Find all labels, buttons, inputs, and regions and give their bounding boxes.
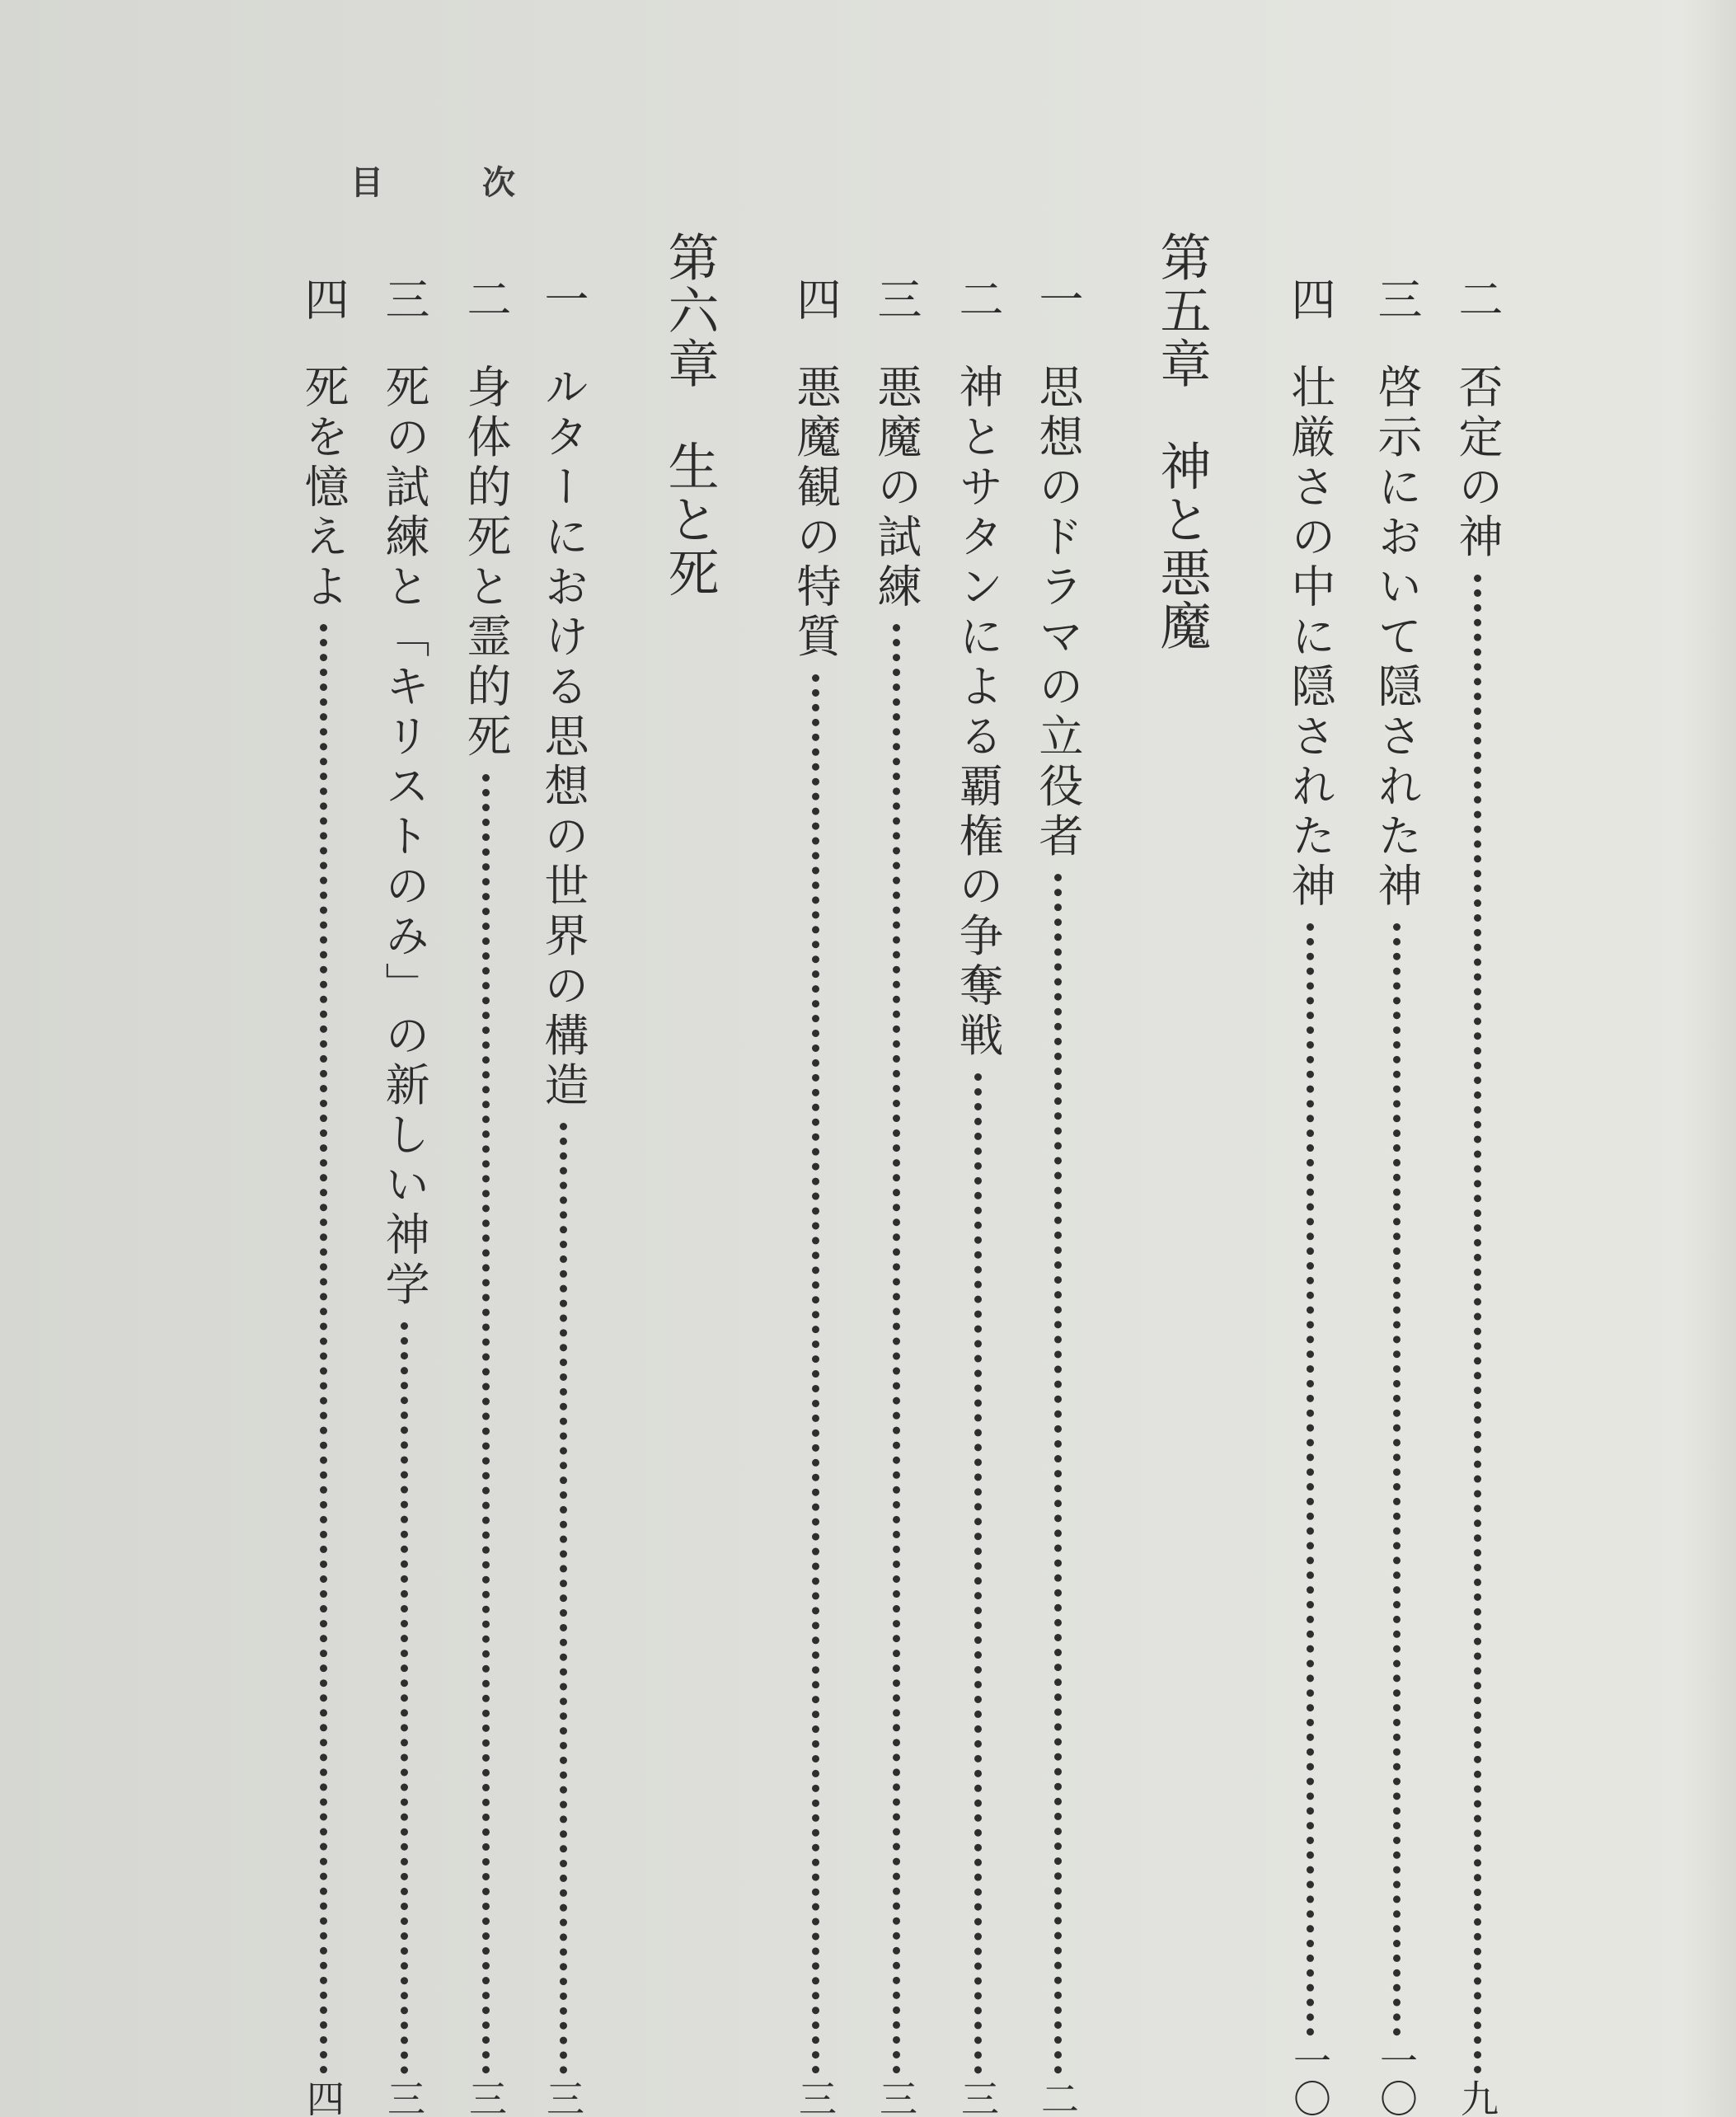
toc-entry-title: 思想のドラマの立役者 <box>1032 364 1084 862</box>
chapter-heading[interactable] <box>659 231 720 599</box>
chapter-title: 神と悪魔 <box>1152 439 1212 653</box>
toc-entry-page: 三 <box>541 2079 585 2117</box>
leader-dots <box>1474 575 1481 2074</box>
toc-entry[interactable] <box>298 276 350 2117</box>
leader-dots <box>401 1322 408 2074</box>
toc-entry-title: 悪魔の試練 <box>870 364 922 613</box>
toc-entry-number: 二 <box>1452 276 1504 321</box>
leader-dots <box>974 1073 982 2074</box>
toc-entry-title: 壮厳さの中に隠された神 <box>1284 364 1336 913</box>
toc-entry-number: 三 <box>378 276 430 321</box>
leader-dots <box>1307 923 1314 2036</box>
toc-entry-page: 一〇 <box>1374 2041 1419 2117</box>
toc-entry[interactable] <box>537 276 589 2117</box>
toc-entry[interactable] <box>1032 276 1084 2117</box>
toc-entry-page: 三 <box>382 2079 426 2117</box>
page-edge-shadow <box>1682 0 1736 2117</box>
toc-entry-page: 九 <box>1455 2079 1499 2117</box>
chapter-label: 第五章 <box>1152 231 1212 391</box>
toc-entry-number: 四 <box>298 276 350 321</box>
toc-entry[interactable] <box>460 276 512 2117</box>
toc-entry-title: 死を憶えよ <box>298 364 350 613</box>
toc-entry-title: 否定の神 <box>1452 364 1504 563</box>
toc-entry-number: 四 <box>1284 276 1336 321</box>
toc-entry-page: 二 <box>1035 2079 1080 2117</box>
running-head-left: 目 <box>350 163 383 202</box>
leader-dots <box>560 1123 567 2074</box>
toc-entry-page: 三 <box>793 2079 838 2117</box>
toc-entry-title: 啓示において隠された神 <box>1371 364 1423 913</box>
toc-entry[interactable] <box>952 276 1004 2117</box>
toc-entry[interactable] <box>378 276 430 2117</box>
toc-entry-title: 身体的死と霊的死 <box>460 364 512 763</box>
leader-dots <box>1054 874 1062 2074</box>
toc-entry-page: 三 <box>955 2079 1000 2117</box>
toc-entry-number: 四 <box>790 276 842 321</box>
toc-entry-title: ルターにおける思想の世界の構造 <box>537 364 589 1112</box>
leader-dots <box>1393 923 1401 2036</box>
toc-entry-number: 二 <box>460 276 512 321</box>
running-head-right: 次 <box>482 163 515 202</box>
toc-entry[interactable] <box>1452 276 1504 2117</box>
toc-entry-title: 神とサタンによる覇権の争奪戦 <box>952 364 1004 1062</box>
leader-dots <box>482 774 490 2074</box>
toc-entry-title: 死の試練と「キリストのみ」の新しい神学 <box>378 364 430 1312</box>
toc-entry[interactable] <box>1371 276 1423 2117</box>
chapter-title: 生と死 <box>659 439 720 599</box>
toc-entry-page: 三 <box>463 2079 508 2117</box>
chapter-heading[interactable] <box>1152 231 1212 653</box>
toc-entry-page: 四 <box>301 2079 345 2117</box>
toc-entry-number: 二 <box>952 276 1004 321</box>
leader-dots <box>893 624 900 2074</box>
chapter-label: 第六章 <box>659 231 720 391</box>
toc-entry-page: 三 <box>874 2079 918 2117</box>
toc-entry-page: 一〇 <box>1288 2041 1332 2117</box>
toc-entry[interactable] <box>790 276 842 2117</box>
toc-entry-number: 一 <box>1032 276 1084 321</box>
toc-entry-number: 三 <box>1371 276 1423 321</box>
leader-dots <box>812 674 819 2074</box>
toc-entry-title: 悪魔観の特質 <box>790 364 842 663</box>
toc-entry[interactable] <box>870 276 922 2117</box>
leader-dots <box>320 624 327 2074</box>
toc-entry-number: 三 <box>870 276 922 321</box>
toc-entry[interactable] <box>1284 276 1336 2117</box>
toc-entry-number: 一 <box>537 276 589 321</box>
